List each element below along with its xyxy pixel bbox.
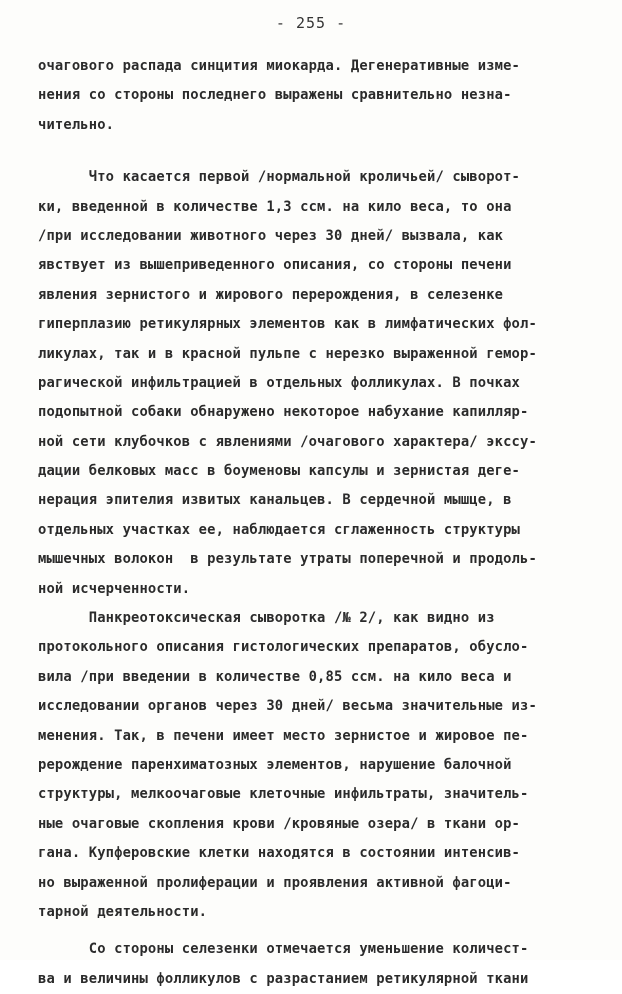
text-line: рагической инфильтрацией в отдельных фолликулах. В почках <box>38 374 521 391</box>
text-line: Панкреотоксическая сыворотка /№ 2/, как видно из <box>38 610 495 627</box>
text-line: нения со стороны последнего выражены сравнительно незна- <box>38 87 512 104</box>
text-line: гиперплазию ретикулярных элементов как в лимфатических фол- <box>38 316 537 333</box>
text-line: ки, введенной в количестве 1,3 ссм. на кило веса, то она <box>38 198 512 215</box>
paragraph-gap <box>38 927 598 935</box>
text-line: ные очаговые скопления крови /кровяные озера/ в ткани ор- <box>38 815 521 832</box>
text-line: чительно. <box>38 116 115 133</box>
text-line: /при исследовании животного через 30 дней/ вызвала, как <box>38 227 504 244</box>
page-number: - 255 - <box>275 14 347 32</box>
text-line: отдельных участках ее, наблюдается сглаженность структуры <box>38 521 521 538</box>
paragraph <box>38 52 598 140</box>
body-text <box>38 52 598 994</box>
paragraph <box>38 604 598 927</box>
text-line: гана. Купферовские клетки находятся в состоянии интенсив- <box>38 845 521 862</box>
text-line: исследовании органов через 30 дней/ весьма значительные из- <box>38 698 537 715</box>
paragraph <box>38 935 598 994</box>
text-line: структуры, мелкоочаговые клеточные инфильтраты, значитель- <box>38 786 529 803</box>
text-line: мышечных волокон в результате утраты поперечной и продоль- <box>38 551 537 568</box>
paragraph <box>38 163 598 604</box>
text-line: подопытной собаки обнаружено некоторое набухание капилляр- <box>38 404 529 421</box>
text-line: очагового распада синцития миокарда. Дегенеративные изме- <box>38 58 521 74</box>
text-line: но выраженной пролиферации и проявления активной фагоци- <box>38 874 512 891</box>
text-line: ликулах, так и в красной пульпе с нерезко выраженной гемор- <box>38 345 537 362</box>
text-line: менения. Так, в печени имеет место зернистое и жировое пе- <box>38 727 529 744</box>
text-line: тарной деятельности. <box>38 903 208 920</box>
text-line: ва и величины фолликулов с разрастанием ретикулярной ткани <box>38 970 529 987</box>
text-line: ной сети клубочков с явлениями /очагового характера/ экссу- <box>38 433 537 450</box>
text-line: вила /при введении в количестве 0,85 ссм. на кило веса и <box>38 668 512 685</box>
text-line: дации белковых масс в боуменовы капсулы и зернистая деге- <box>38 463 521 480</box>
text-line: нерация эпителия извитых канальцев. В сердечной мышце, в <box>38 492 512 509</box>
text-line: Что касается первой /нормальной кроличьей/ сыворот- <box>38 169 521 186</box>
text-line: протокольного описания гистологических препаратов, обусло- <box>38 639 529 656</box>
paragraph-gap <box>38 140 598 163</box>
text-line: явления зернистого и жирового перерождения, в селезенке <box>38 286 504 303</box>
text-line: ной исчерченности. <box>38 580 191 597</box>
text-line: явствует из вышеприведенного описания, со стороны печени <box>38 257 512 274</box>
text-line: рерождение паренхиматозных элементов, нарушение балочной <box>38 756 512 773</box>
text-line: Со стороны селезенки отмечается уменьшение количест- <box>38 941 529 958</box>
